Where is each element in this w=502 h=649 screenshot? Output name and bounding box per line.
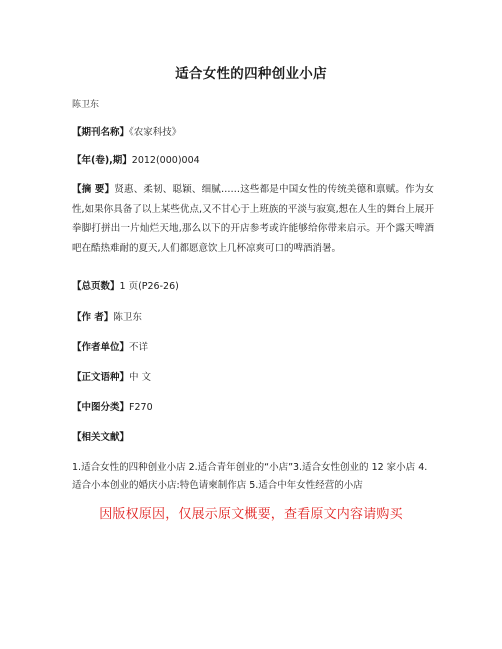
pages-value: 1 页(P26-26) [119, 281, 179, 292]
journal-value: 《农家科技》 [129, 127, 182, 138]
language-value: 中 文 [129, 372, 152, 383]
journal-field [72, 124, 437, 142]
document-title: 适合女性的四种创业小店 [175, 66, 327, 82]
author-label: 【作 者】 [72, 312, 114, 323]
classification-value: F270 [129, 402, 153, 413]
affiliation-label: 【作者单位】 [72, 342, 130, 353]
language-field [72, 369, 437, 387]
affiliation-value: 不详 [129, 342, 149, 353]
abstract-text: 贤惠、柔韧、聪颖、细腻……这些都是中国女性的传统美德和禀赋。作为女性,如果你具备了以上某些优点,又不甘心于上班族的平淡与寂寞,想在人生的舞台上展开拳脚打拼出一片灿烂天地,那么以下的开店参考或许能够给你带来启示。开个露天啤酒吧在酷热难耐的夏天,人们都愿意饮上几杯凉爽可口的啤酒消暑。 [72, 184, 434, 254]
year-issue-value: 2012(000)004 [131, 155, 200, 166]
classification-field [72, 399, 437, 417]
pages-field [72, 278, 437, 296]
abstract-field [72, 180, 434, 258]
related-literature-heading: 【相关文献】 [72, 432, 130, 443]
author-value: 陈卫东 [113, 312, 142, 323]
year-issue-field [72, 152, 437, 170]
language-label: 【正文语种】 [72, 372, 130, 383]
abstract-label: 【摘 要】 [72, 184, 115, 195]
classification-label: 【中图分类】 [72, 402, 130, 413]
pages-label: 【总页数】 [72, 281, 120, 292]
journal-label: 【期刊名称】 [72, 127, 130, 138]
year-issue-label: 【年(卷),期】 [72, 155, 132, 166]
author-field [72, 309, 437, 327]
copyright-notice: 因版权原因，仅展示原文概要，查看原文内容请购买 [99, 507, 403, 522]
author-byline: 陈卫东 [72, 100, 100, 110]
affiliation-field [72, 339, 437, 357]
related-literature-list: 1.适合女性的四种创业小店 2.适合青年创业的“小店”3.适合女性创业的 12 家小店 4.适合小本创业的婚庆小店:特色请柬制作店 5.适合中年女性经营的小店 [72, 462, 428, 491]
